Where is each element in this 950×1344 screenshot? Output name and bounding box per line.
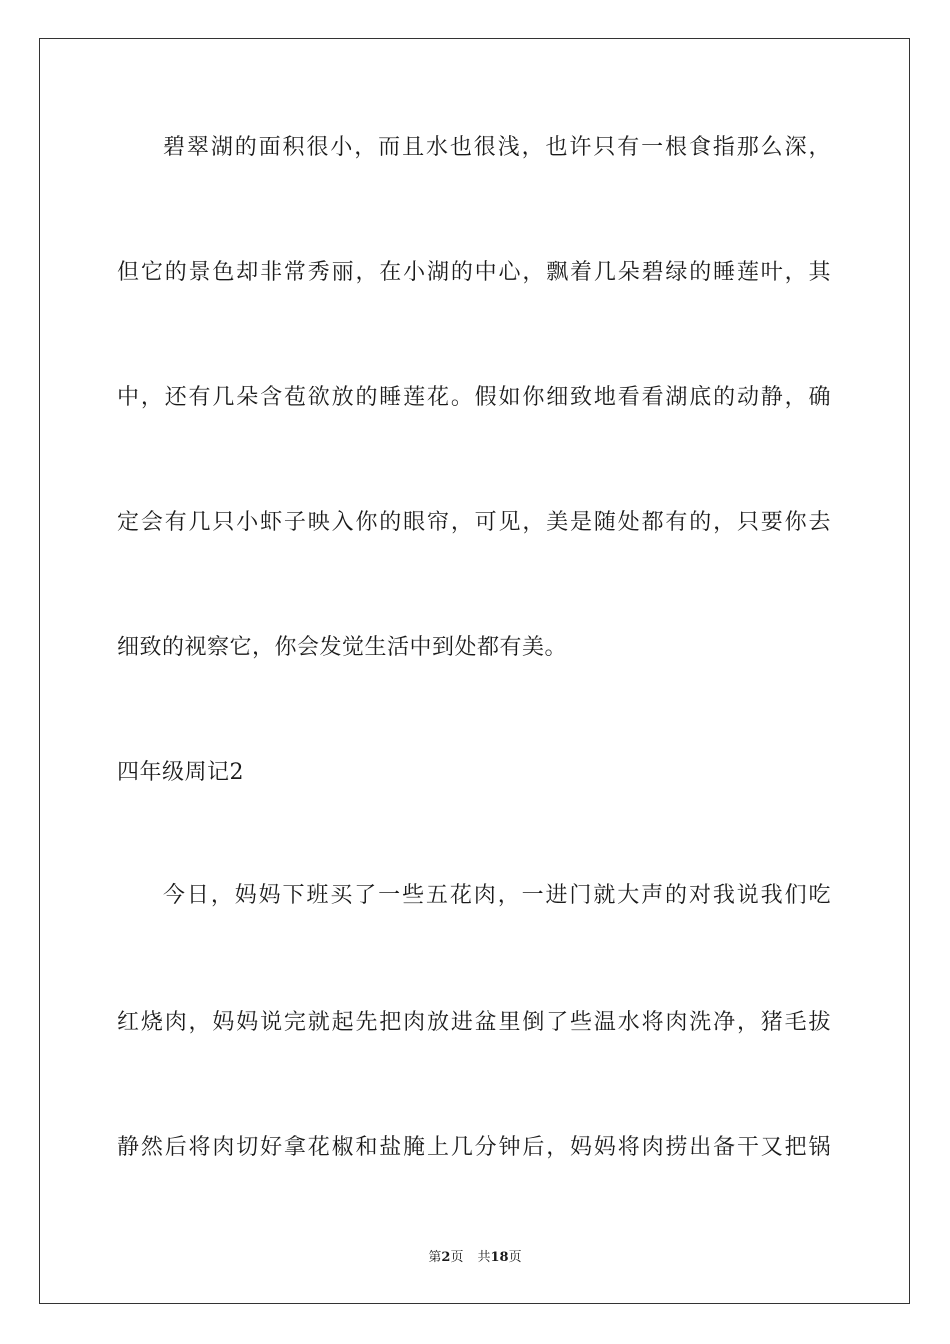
text-line-3: 中，还有几朵含苞欲放的睡莲花。假如你细致地看看湖底的动静，确 bbox=[117, 385, 831, 410]
footer-page-number: 2 bbox=[441, 1250, 451, 1265]
text-line-1: 碧翠湖的面积很小，而且水也很浅，也许只有一根食指那么深， bbox=[163, 135, 831, 160]
footer-total-prefix: 共 bbox=[477, 1250, 491, 1265]
footer-total-pages: 18 bbox=[490, 1250, 509, 1265]
text-line-7: 今日，妈妈下班买了一些五花肉，一进门就大声的对我说我们吃 bbox=[163, 883, 831, 908]
section-heading: 四年级周记2 bbox=[117, 760, 244, 785]
footer-page-suffix: 页 bbox=[450, 1250, 464, 1265]
page-footer bbox=[0, 1249, 950, 1267]
footer-page-prefix: 第 bbox=[428, 1250, 442, 1265]
text-line-4: 定会有几只小虾子映入你的眼帘，可见，美是随处都有的，只要你去 bbox=[117, 510, 831, 535]
text-line-9: 静然后将肉切好拿花椒和盐腌上几分钟后，妈妈将肉捞出备干又把锅 bbox=[117, 1135, 831, 1160]
text-line-8: 红烧肉，妈妈说完就起先把肉放进盆里倒了些温水将肉洗净，猪毛拔 bbox=[117, 1010, 831, 1035]
page-border bbox=[39, 38, 910, 1304]
text-line-2: 但它的景色却非常秀丽，在小湖的中心，飘着几朵碧绿的睡莲叶，其 bbox=[117, 260, 831, 285]
text-line-5: 细致的视察它，你会发觉生活中到处都有美。 bbox=[117, 635, 568, 660]
footer-total-suffix: 页 bbox=[508, 1250, 522, 1265]
